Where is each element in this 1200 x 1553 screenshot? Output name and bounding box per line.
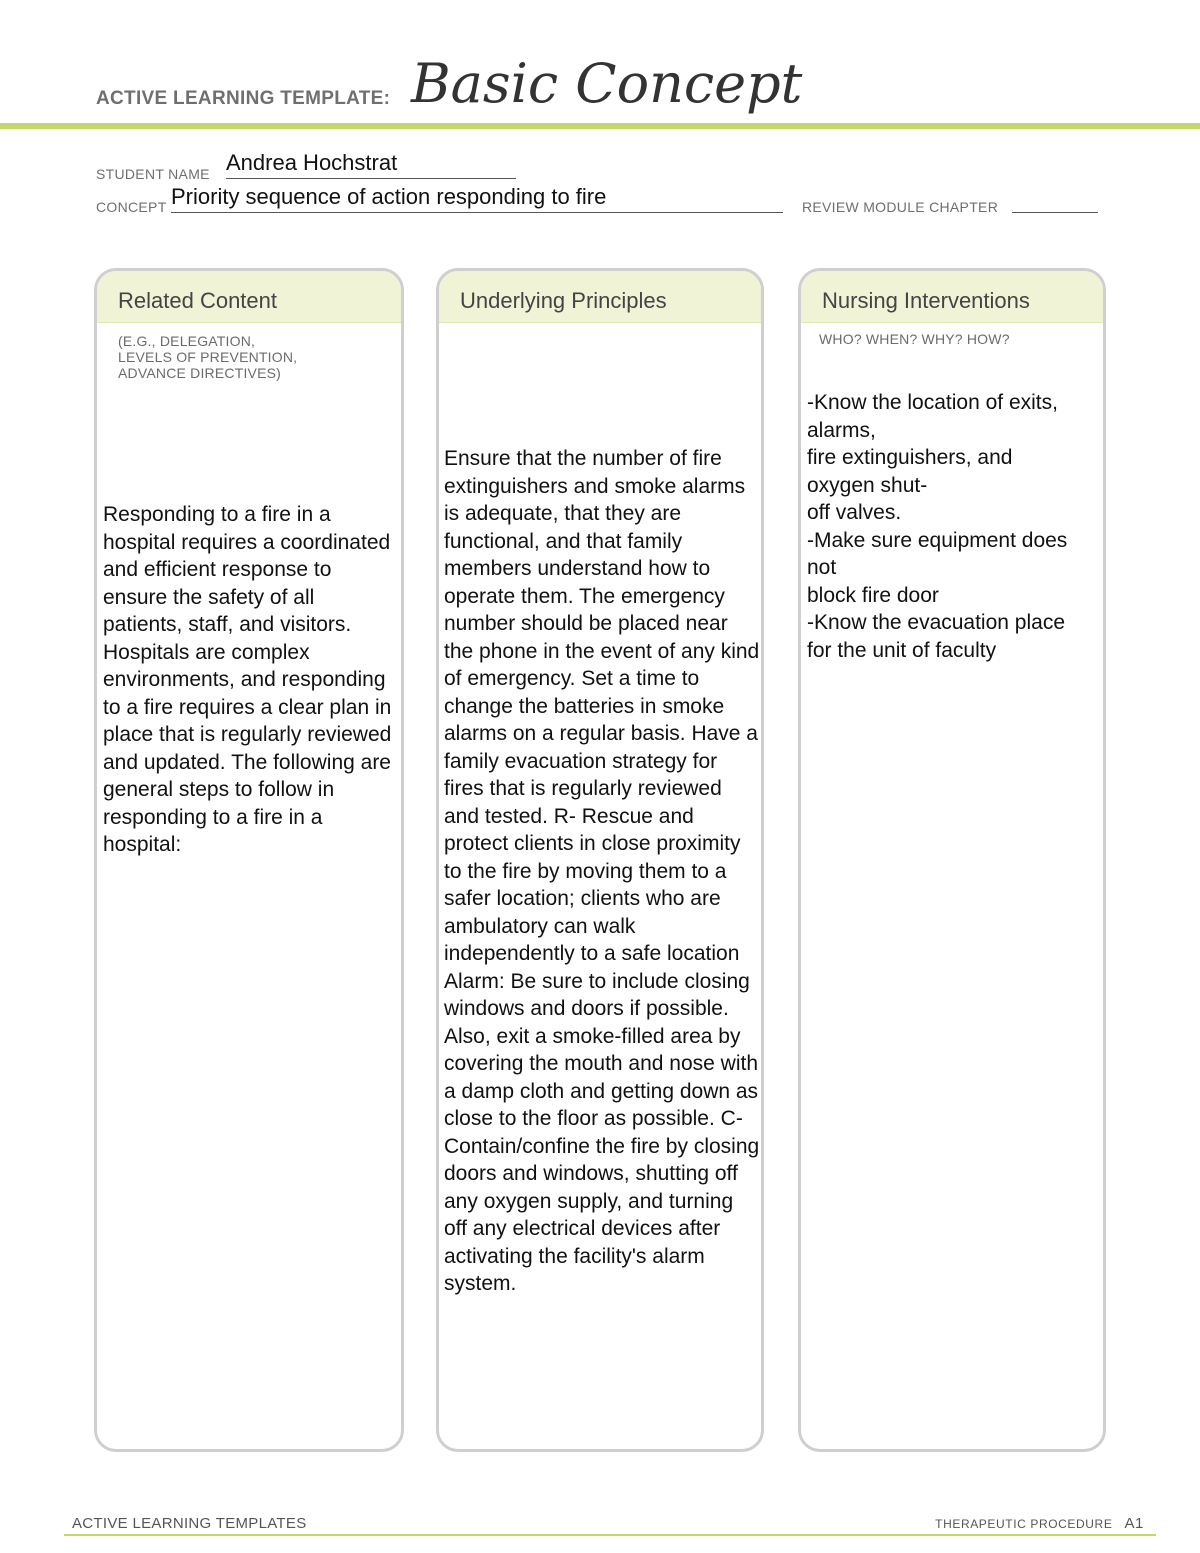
footer-right-label: THERAPEUTIC PROCEDURE [935,1517,1113,1531]
template-label: ACTIVE LEARNING TEMPLATE: [96,88,391,109]
review-module-label: REVIEW MODULE CHAPTER [802,199,999,215]
related-content-subtitle: (E.G., DELEGATION, LEVELS OF PREVENTION, ADVANCE DIRECTIVES) [118,333,298,381]
concept-value[interactable]: Priority sequence of action responding to fire [171,184,607,209]
related-content-body[interactable]: Responding to a fire in a hospital requires a coordinated and efficient response to ensure the safety of all patients, staff, and visitors. Hospitals are complex environments, and responding to a fire requires a clear plan in place that is regularly reviewed and updated. The following are general steps to follow in responding to a fire in a hospital: [103,503,392,856]
student-name-label: STUDENT NAME [96,166,210,182]
nursing-interventions-subtitle: WHO? WHEN? WHY? HOW? [819,331,1010,347]
footer-left-label: ACTIVE LEARNING TEMPLATES [72,1515,307,1532]
concept-line [171,212,783,213]
nursing-interventions-card [798,268,1106,1452]
nursing-interventions-body[interactable]: -Know the location of exits, alarms, fire extinguishers, and oxygen shut- off valves. -Make sure equipment does not block fire door -Know the evacuation place for the unit of faculty [807,391,1068,662]
student-name-value[interactable]: Andrea Hochstrat [226,150,398,175]
nursing-interventions-title: Nursing Interventions [801,271,1103,323]
student-name-line [226,178,516,179]
footer-right [935,1515,1144,1532]
related-content-title: Related Content [97,271,401,323]
underlying-principles-body[interactable]: Ensure that the number of fire extinguishers and smoke alarms is adequate, that they are functional, and that family members understand how to operate them. The emergency number should be placed near the phone in the event of any kind of emergency. Set a time to change the batteries in smoke alarms on a regular basis. Have a family evacuation strategy for fires that is regularly reviewed and tested. R- Rescue and protect clients in close proximity to the fire by moving them to a safer location; clients who are ambulatory can walk independently to a safe location Alarm: Be sure to include closing windows and doors if possible. Also, exit a smoke-filled area by covering the mouth and nose with a damp cloth and getting down as close to the floor as possible. C-Contain/confine the fire by closing doors and windows, shutting off any oxygen supply, and turning off any electrical devices after activating the facility's alarm system. [444,447,760,1295]
underlying-principles-card [436,268,764,1452]
related-content-card [94,268,404,1452]
concept-label: CONCEPT [96,199,167,215]
template-title: Basic Concept [411,52,803,115]
underlying-principles-title: Underlying Principles [439,271,761,323]
review-module-line[interactable] [1012,212,1098,213]
footer-rule [64,1534,1156,1536]
header-rule [0,123,1200,129]
footer-page-number: A1 [1124,1515,1144,1532]
